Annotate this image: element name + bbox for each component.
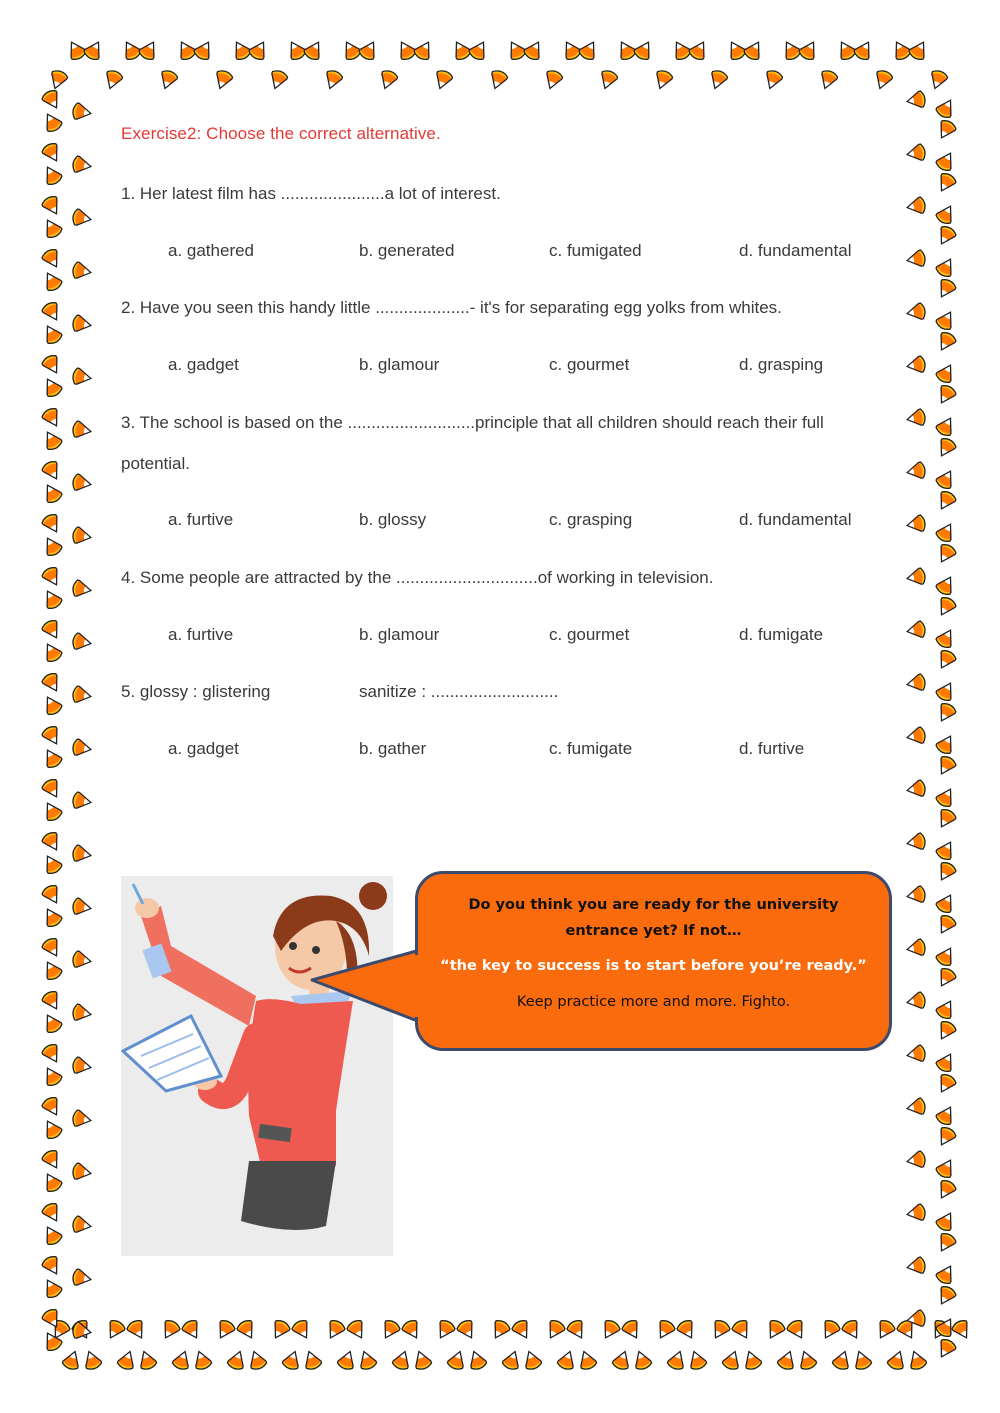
option-d[interactable]: d. fundamental [739, 510, 852, 529]
question-5-right: sanitize : ........................... [359, 682, 559, 701]
option-c[interactable]: c. fumigated [549, 241, 642, 260]
bubble-quote: “the key to success is to start before you’re ready.” [440, 958, 867, 974]
option-d[interactable]: d. fumigate [739, 625, 824, 644]
question-3: 3. The school is based on the ...........................principle that all children should reach their full potential. [121, 413, 824, 473]
option-b[interactable]: b. glamour [359, 625, 440, 644]
option-b[interactable]: b. glamour [359, 355, 440, 374]
question-5-left: 5. glossy : glistering [121, 682, 271, 701]
option-b[interactable]: b. gather [359, 739, 427, 758]
option-d[interactable]: d. grasping [739, 355, 824, 374]
option-a[interactable]: a. furtive [168, 625, 234, 644]
option-a[interactable]: a. furtive [168, 510, 234, 529]
option-b[interactable]: b. glossy [359, 510, 427, 529]
question-4: 4. Some people are attracted by the ..............................of working in television. [121, 568, 714, 587]
option-a[interactable]: a. gathered [168, 241, 255, 260]
option-c[interactable]: c. gourmet [549, 355, 630, 374]
option-c[interactable]: c. fumigate [549, 739, 633, 758]
question-1: 1. Her latest film has ......................a lot of interest. [121, 184, 501, 203]
option-c[interactable]: c. gourmet [549, 625, 630, 644]
option-a[interactable]: a. gadget [168, 739, 239, 758]
bubble-encouragement: Keep practice more and more. Fighto. [516, 994, 791, 1010]
option-b[interactable]: b. generated [359, 241, 455, 260]
option-a[interactable]: a. gadget [168, 355, 239, 374]
bubble-question: Do you think you are ready for the university entrance yet? If not… [468, 897, 839, 939]
question-2: 2. Have you seen this handy little ....................- it's for separating egg yolks from whites. [121, 298, 782, 317]
option-d[interactable]: d. furtive [739, 739, 805, 758]
option-d[interactable]: d. fundamental [739, 241, 852, 260]
option-c[interactable]: c. grasping [549, 510, 633, 529]
exercise-title: Exercise2: Choose the correct alternative. [121, 124, 441, 143]
